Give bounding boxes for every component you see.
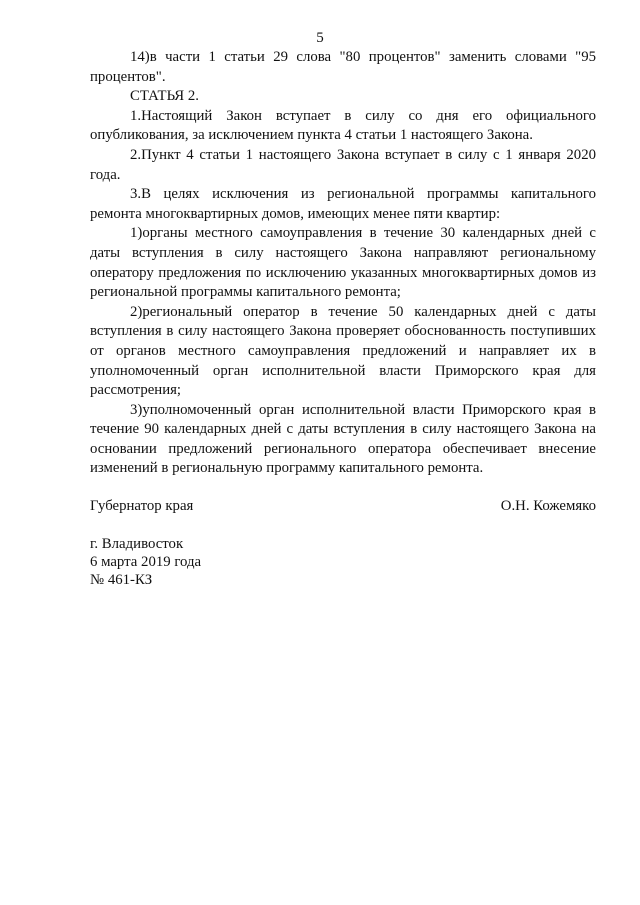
subparagraph-3: 3)уполномоченный орган исполнительной власти Приморского края в течение 90 календарных дней с даты вступления в силу настоящего Закона на основании предложений регионального оператора обеспечивает внесение изменений в региональную программу капитального ремонта. <box>90 401 596 477</box>
subparagraph-2: 2)региональный оператор в течение 50 календарных дней с даты вступления в силу настоящего Закона проверяет обоснованность поступивших от органов местного самоуправления предложений и направляет их в уполномоченный орган исполнительной власти Приморского края для рассмотрения; <box>90 303 596 399</box>
paragraph-item-14: 14)в части 1 статьи 29 слова "80 процентов" заменить словами "95 процентов". <box>90 49 596 85</box>
paragraph-1: 1.Настоящий Закон вступает в силу со дня его официального опубликования, за исключением пункта 4 статьи 1 настоящего Закона. <box>90 107 596 144</box>
paragraph-2: 2.Пункт 4 статьи 1 настоящего Закона вступает в силу с 1 января 2020 года. <box>90 146 596 183</box>
document-footer <box>90 536 201 589</box>
signatory-name: О.Н. Кожемяко <box>500 498 596 514</box>
footer-date: 6 марта 2019 года <box>90 553 202 570</box>
footer-law-number: № 461-КЗ <box>90 571 153 588</box>
subparagraph-1: 1)органы местного самоуправления в течение 30 календарных дней с даты вступления в силу настоящего Закона направляют региональному оператору предложения по исключению указанных многоквартирных домов из региональной программы капитального ремонта; <box>90 225 596 301</box>
page-number: 5 <box>316 30 324 46</box>
article-heading: СТАТЬЯ 2. <box>130 88 199 105</box>
paragraph-3: 3.В целях исключения из региональной программы капитального ремонта многоквартирных домов, имеющих менее пяти квартир: <box>90 186 596 222</box>
signatory-title: Губернатор края <box>90 498 194 514</box>
footer-city: г. Владивосток <box>90 536 184 552</box>
signature-block <box>90 497 596 517</box>
document-body <box>90 48 596 479</box>
